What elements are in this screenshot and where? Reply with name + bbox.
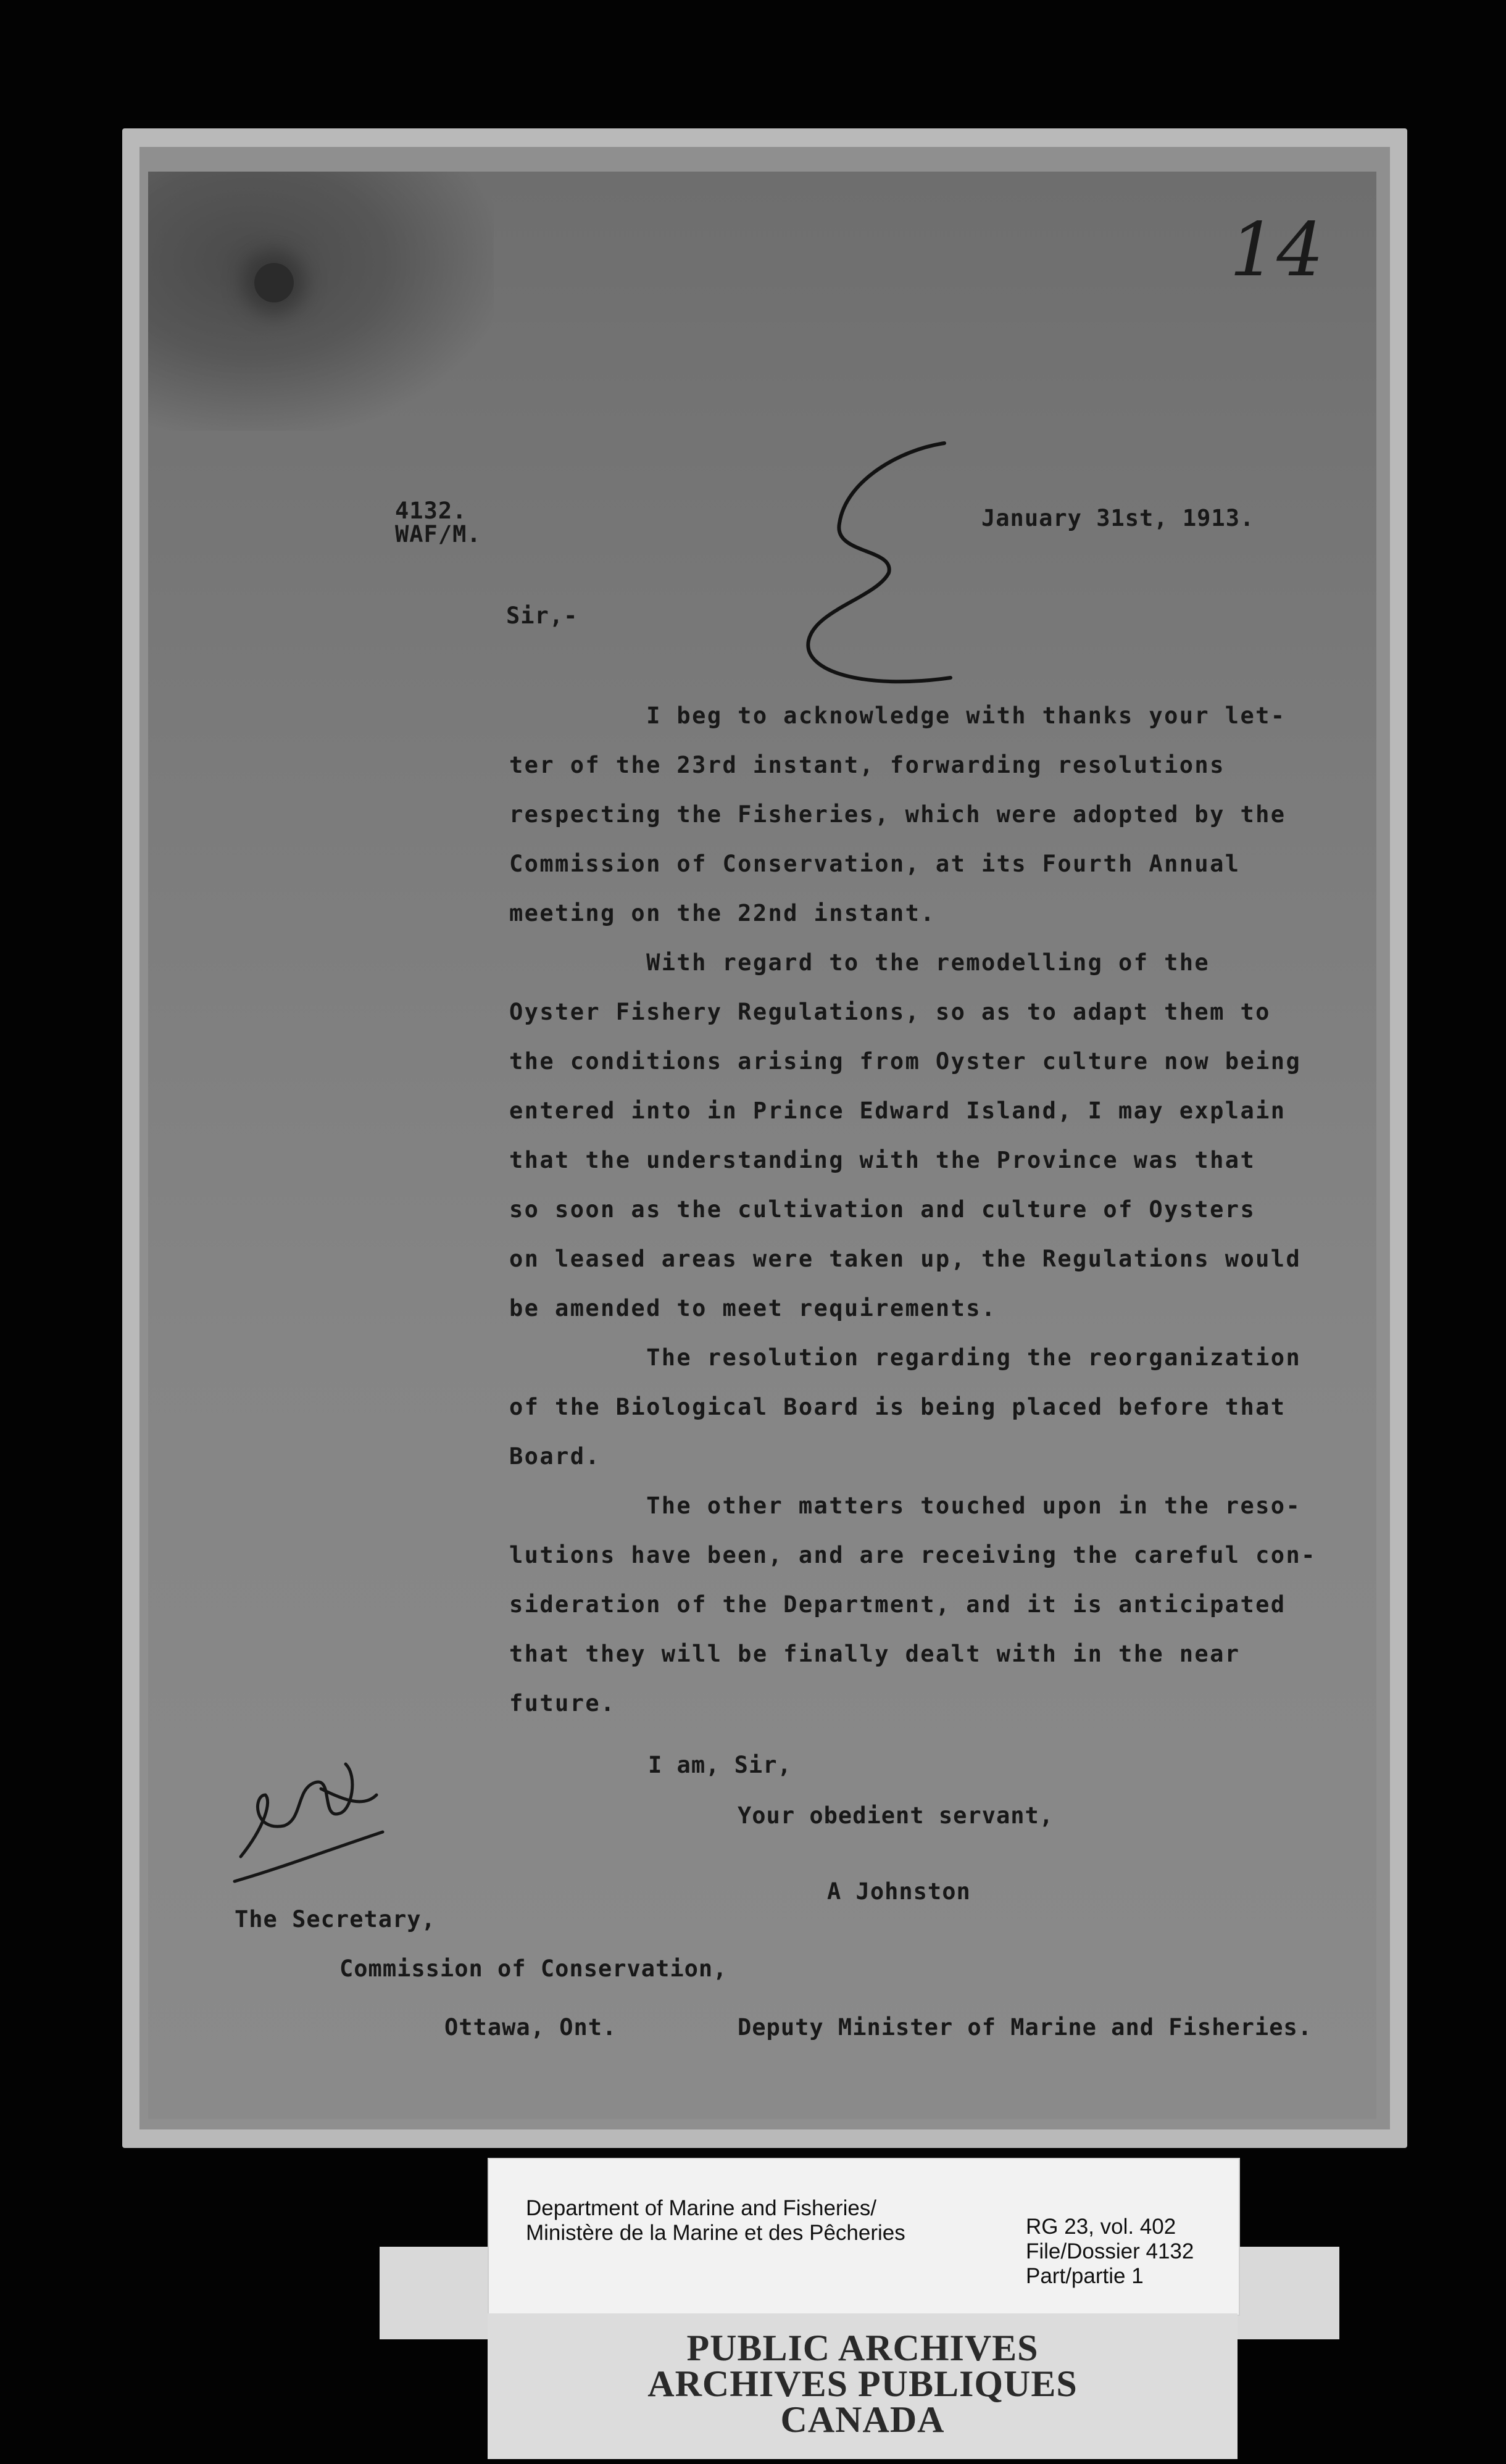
file-number: 4132.	[395, 497, 467, 524]
signatory-title: Deputy Minister of Marine and Fisheries.	[738, 2014, 1313, 2041]
label-part: Part/partie 1	[1026, 2264, 1144, 2288]
body-line: that they will be finally dealt with in the near	[509, 1641, 1241, 1667]
label-rg-volume: RG 23, vol. 402	[1026, 2215, 1176, 2239]
body-line: Commission of Conservation, at its Fourth Annual	[509, 851, 1241, 877]
letter-date: January 31st, 1913.	[981, 505, 1255, 531]
letter-page	[148, 172, 1376, 2119]
initials-scrawl	[228, 1752, 389, 1888]
body-line: of the Biological Board is being placed before that	[509, 1394, 1286, 1420]
salutation: Sir,-	[506, 602, 578, 629]
punch-hole	[254, 263, 294, 302]
body-line: be amended to meet requirements.	[509, 1295, 997, 1321]
label-department-fr: Ministère de la Marine et des Pêcheries	[526, 2221, 905, 2245]
body-line: ter of the 23rd instant, forwarding resolutions	[509, 752, 1225, 778]
closing-line-2: Your obedient servant,	[738, 1802, 1054, 1829]
body-line: lutions have been, and are receiving the careful con-	[509, 1542, 1317, 1568]
archives-stamp	[488, 2313, 1238, 2459]
label-department-en: Department of Marine and Fisheries/	[526, 2196, 877, 2220]
label-backing-left	[380, 2247, 488, 2339]
body-line: respecting the Fisheries, which were adopted by the	[509, 801, 1286, 828]
label-backing-right	[1238, 2247, 1339, 2339]
body-line: Oyster Fishery Regulations, so as to adapt them to	[509, 999, 1271, 1025]
signature-name: A Johnston	[827, 1878, 971, 1905]
stamp-line-3: CANADA	[780, 2399, 945, 2440]
body-line: on leased areas were taken up, the Regulations would	[509, 1246, 1302, 1272]
body-line: entered into in Prince Edward Island, I may explain	[509, 1097, 1286, 1124]
file-initials: WAF/M.	[395, 521, 481, 547]
handwritten-e-mark	[790, 431, 975, 702]
folio-number: 14	[1229, 207, 1324, 293]
body-line: future.	[509, 1690, 616, 1717]
body-line: so soon as the cultivation and culture of Oysters	[509, 1196, 1256, 1223]
body-line: I beg to acknowledge with thanks your let-	[509, 702, 1286, 729]
body-line: The other matters touched upon in the reso-	[509, 1492, 1302, 1519]
body-line: Board.	[509, 1443, 601, 1470]
body-line: With regard to the remodelling of the	[509, 949, 1210, 976]
stamp-line-1: PUBLIC ARCHIVES	[686, 2328, 1039, 2368]
addressee-line-2: Commission of Conservation,	[339, 1955, 728, 1982]
addressee-line-3: Ottawa, Ont.	[444, 2014, 617, 2041]
stamp-line-2: ARCHIVES PUBLIQUES	[647, 2363, 1078, 2404]
archive-label	[488, 2158, 1240, 2316]
body-line: sideration of the Department, and it is anticipated	[509, 1591, 1286, 1618]
body-line: meeting on the 22nd instant.	[509, 900, 936, 926]
addressee-line-1: The Secretary,	[235, 1906, 436, 1933]
closing-line-1: I am, Sir,	[648, 1752, 792, 1778]
corner-stain	[148, 172, 494, 431]
body-line: The resolution regarding the reorganization	[509, 1344, 1302, 1371]
body-line: that the understanding with the Province was that	[509, 1147, 1256, 1173]
body-line: the conditions arising from Oyster culture now being	[509, 1048, 1302, 1075]
label-file: File/Dossier 4132	[1026, 2239, 1194, 2263]
